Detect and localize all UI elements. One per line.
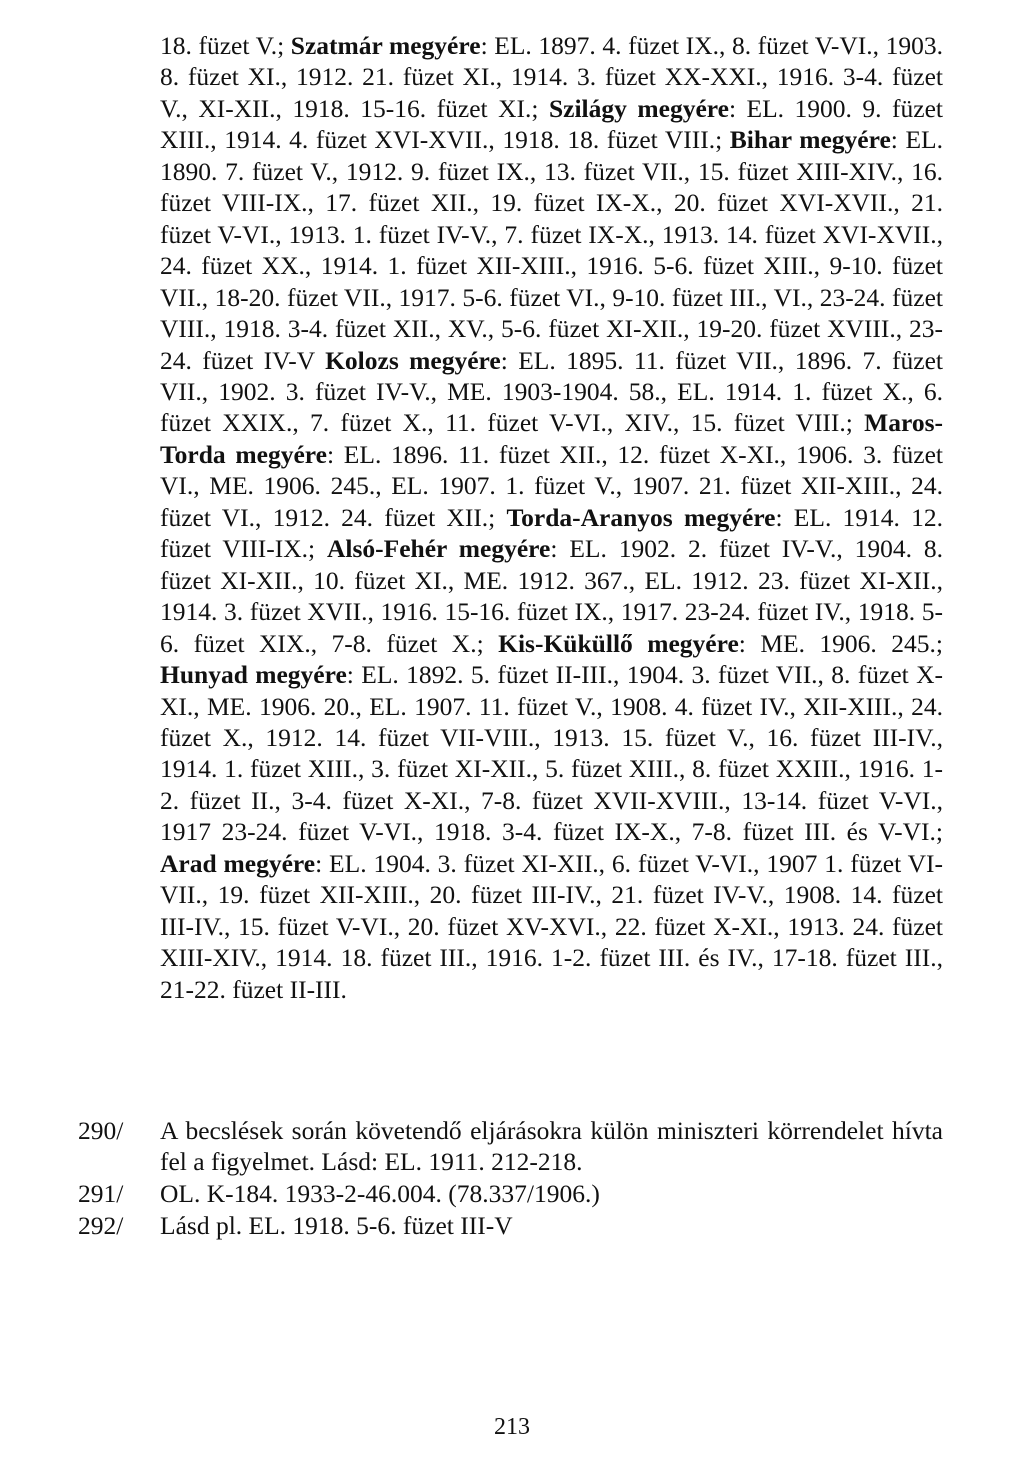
county-name: Torda-Aranyos megyére	[506, 502, 776, 532]
county-name: Kis-Küküllő megyére	[498, 628, 739, 658]
text-run: : EL. 1892. 5. füzet II-III., 1904. 3. füzet VII., 8. füzet X-XI., ME. 1906. 20., EL. 1907. 11. füzet V., 1908. 4. füzet IV., XII-XIII., 24. füzet X., 1912. 14. füzet VII-VIII., 1913. 15. füzet V., 16. füzet III-IV., 1914. 1. füzet XIII., 3. füzet XI-XII., 5. füzet XIII., 8. füzet XXIII., 1916. 1-2. füzet II., 3-4. füzet X-XI., 7-8. füzet XVII-XVIII., 13-14. füzet V-VI., 1917 23-24. füzet V-VI., 1918. 3-4. füzet IX-X., 7-8. füzet III. és V-VI.;	[160, 660, 944, 847]
footnote-text: Lásd pl. EL. 1918. 5-6. füzet III-V	[160, 1211, 513, 1240]
text-run: : EL. 1896. 11. füzet XII., 12. füzet X-XI., 1906. 3. füzet VI., ME. 1906. 245., EL. 1907. 1. füzet V., 1907. 21. füzet XII-XIII., 24. füzet VI., 1912. 24. füzet XII.;	[160, 439, 943, 532]
county-name: Szilágy megyére	[548, 93, 729, 123]
text-run: : EL. 1897. 4. füzet IX., 8. füzet V-VI., 1903. 8. füzet XI., 1912. 21. füzet XI., 1914. 3. füzet XX-XXI., 1916. 3-4. füzet V., XI-XII., 1918. 15-16. füzet XI.;	[160, 31, 943, 123]
text-run: : EL. 1902. 2. füzet IV-V., 1904. 8. füzet XI-XII., 10. füzet XI., ME. 1912. 367., EL. 1912. 23. füzet XI-XII., 1914. 3. füzet XVII., 1916. 15-16. füzet IX., 1917. 23-24. füzet IV., 1918. 5-6. füzet XIX., 7-8. füzet X.;	[160, 534, 943, 658]
main-paragraph	[160, 30, 943, 1005]
county-name: Alsó-Fehér megyére	[327, 534, 551, 564]
text-run: : EL. 1914. 12. füzet VIII-IX.;	[160, 502, 943, 564]
county-name: Hunyad megyére	[160, 660, 347, 690]
footnote-291	[78, 1178, 953, 1210]
page-number: 213	[494, 1414, 530, 1440]
county-name: Maros-Torda megyére	[160, 408, 943, 469]
county-name: Arad megyére	[160, 848, 316, 878]
text-run: : EL. 1895. 11. füzet VII., 1896. 7. füzet VII., 1902. 3. füzet IV-V., ME. 1903-1904. 58., EL. 1914. 1. füzet X., 6. füzet XXIX., 7. füzet X., 11. füzet V-VI., XIV., 15. füzet VIII.;	[160, 345, 943, 438]
county-name: Kolozs megyére	[325, 345, 501, 375]
text-run: : ME. 1906. 245.;	[738, 628, 943, 658]
footnote-number: 290/	[78, 1116, 124, 1145]
text-run: : EL. 1900. 9. füzet XIII., 1914. 4. füzet XVI-XVII., 1918. 18. füzet VIII.;	[160, 93, 943, 155]
footnote-292	[78, 1210, 953, 1242]
county-name: Szatmár megyére	[290, 31, 481, 60]
footnote-text: OL. K-184. 1933-2-46.004. (78.337/1906.)	[160, 1179, 600, 1208]
footnote-text: A becslések során követendő eljárásokra külön miniszteri körrendelet hívta fel a figyelmet. Lásd: EL. 1911. 212-218.	[160, 1116, 943, 1177]
county-name: Bihar megyére	[729, 125, 891, 155]
text-run: : EL. 1904. 3. füzet XI-XII., 6. füzet V-VI., 1907 1. füzet VI-VII., 19. füzet XII-XIII., 20. füzet III-IV., 21. füzet IV-V., 1908. 14. füzet III-IV., 15. füzet V-VI., 20. füzet XV-XVI., 22. füzet X-XI., 1913. 24. füzet XIII-XIV., 1914. 18. füzet III., 1916. 1-2. füzet III. és IV., 17-18. füzet III., 21-22. füzet II-III.	[160, 848, 944, 1004]
footnote-number: 292/	[78, 1211, 124, 1240]
text-run: 18. füzet V.;	[160, 31, 291, 60]
footnote-290	[78, 1115, 953, 1178]
text-run: : EL. 1890. 7. füzet V., 1912. 9. füzet IX., 13. füzet VII., 15. füzet XIII-XIV., 16. füzet VIII-IX., 17. füzet XII., 19. füzet IX-X., 20. füzet XVI-XVII., 21. füzet V-VI., 1913. 1. füzet IV-V., 7. füzet IX-X., 1913. 14. füzet XVI-XVII., 24. füzet XX., 1914. 1. füzet XII-XIII., 1916. 5-6. füzet XIII., 9-10. füzet VII., 18-20. füzet VII., 1917. 5-6. füzet VI., 9-10. füzet III., VI., 23-24. füzet VIII., 1918. 3-4. füzet XII., XV., 5-6. füzet XI-XII., 19-20. füzet XVIII., 23-24. füzet IV-V	[160, 125, 943, 375]
footnote-number: 291/	[78, 1179, 124, 1208]
